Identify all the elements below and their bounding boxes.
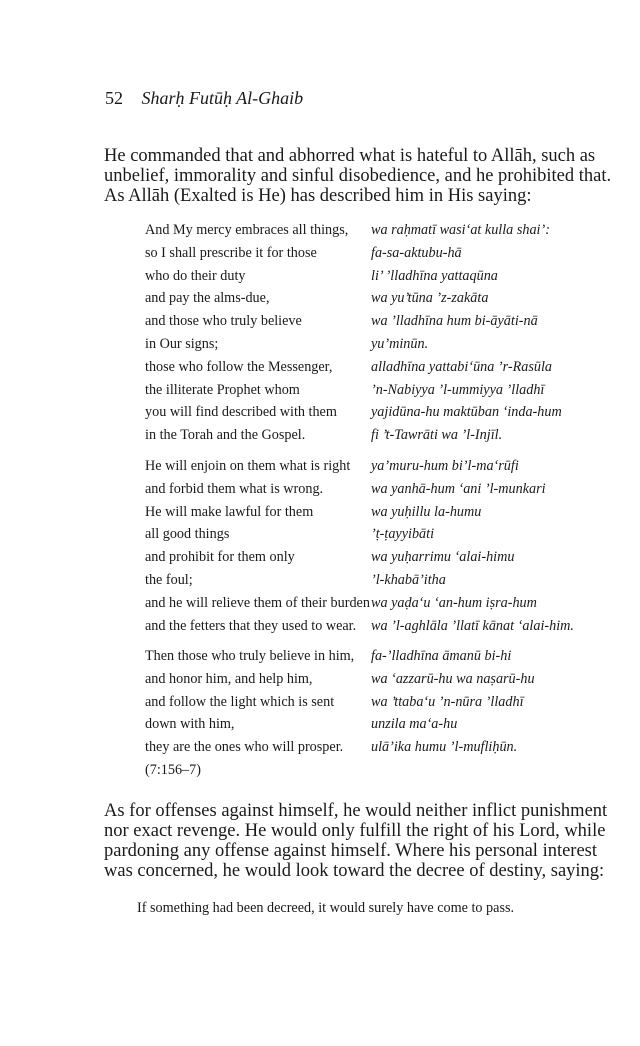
verse-english: they are the ones who will prosper. bbox=[145, 739, 344, 756]
verse-transliteration: unzila ma‘a-hu bbox=[371, 716, 458, 733]
verse-line bbox=[145, 336, 615, 359]
verse-english: And My mercy embraces all things, bbox=[145, 222, 349, 238]
verse-line bbox=[145, 458, 615, 481]
verse-english: all good things bbox=[145, 526, 230, 543]
verse-english: He will enjoin on them what is right bbox=[145, 458, 351, 474]
verse-line bbox=[145, 618, 615, 641]
verse-english: Then those who truly believe in him, bbox=[145, 648, 355, 664]
verse-english: and pay the alms-due, bbox=[145, 290, 270, 307]
verse-transliteration: wa ’l-aghlāla ’llatī kānat ‘alai-him. bbox=[371, 617, 574, 634]
verse-line bbox=[145, 716, 615, 739]
verse-line bbox=[145, 268, 615, 291]
verse-line bbox=[145, 313, 615, 336]
verse-transliteration: li’ ’lladhīna yattaqūna bbox=[371, 267, 498, 284]
verse-english: and honor him, and help him, bbox=[145, 670, 313, 687]
verse-transliteration: wa ’lladhīna hum bi-āyāti-nā bbox=[371, 313, 538, 330]
paragraph-line: nor exact revenge. He would only fulfill the right of his Lord, while bbox=[104, 821, 606, 841]
verse-english: so I shall prescribe it for those bbox=[145, 244, 317, 261]
verse-transliteration: wa raḥmatī wasi‘at kulla shai’: bbox=[371, 222, 550, 238]
verse-english: and forbid them what is wrong. bbox=[145, 480, 324, 497]
verse-english: down with him, bbox=[145, 716, 235, 733]
verse-english: who do their duty bbox=[145, 267, 246, 284]
verse-line bbox=[145, 222, 615, 245]
page-number: 52 bbox=[105, 88, 123, 108]
verse-stanza-2 bbox=[145, 458, 615, 640]
verse-english: and the fetters that they used to wear. bbox=[145, 617, 357, 634]
verse-transliteration: wa ’ttaba‘u ’n-nūra ’lladhī bbox=[371, 693, 524, 710]
book-title: Sharḥ Futūḥ Al-Ghaib bbox=[141, 88, 304, 108]
paragraph-line: He commanded that and abhorred what is hateful to Allāh, such as bbox=[104, 146, 596, 166]
verse-transliteration: wa yu’tūna ’z-zakāta bbox=[371, 290, 489, 307]
paragraph-line: As Allāh (Exalted is He) has described him in His saying: bbox=[104, 186, 532, 206]
paragraph-line: pardoning any offense against himself. Where his personal interest bbox=[104, 841, 598, 861]
verse-transliteration: wa yaḍa‘u ‘an-hum iṣra-hum bbox=[371, 594, 537, 611]
verse-line bbox=[145, 290, 615, 313]
verse-english: and he will relieve them of their burden bbox=[145, 594, 370, 611]
verse-line bbox=[145, 382, 615, 405]
verse-transliteration: wa yuḥillu la-humu bbox=[371, 503, 482, 520]
verse-english: the foul; bbox=[145, 571, 193, 588]
paragraph-intro bbox=[104, 146, 619, 206]
verse-transliteration: ’l-khabā’itha bbox=[371, 571, 446, 588]
verse-line bbox=[145, 526, 615, 549]
verse-transliteration: fa-sa-aktubu-hā bbox=[371, 244, 462, 261]
verse-line bbox=[145, 595, 615, 618]
verse-transliteration: fi ’t-Tawrāti wa ’l-Injīl. bbox=[371, 427, 503, 444]
verse-english: and prohibit for them only bbox=[145, 549, 295, 566]
verse-transliteration: yajidūna-hu maktūban ‘inda-hum bbox=[371, 404, 562, 421]
paragraph-offenses bbox=[104, 801, 619, 881]
verse-line bbox=[145, 404, 615, 427]
verse-line bbox=[145, 504, 615, 527]
verse-citation: (7:156–7) bbox=[145, 762, 201, 778]
verse-transliteration: ’ṭ-ṭayyibāti bbox=[371, 526, 435, 543]
verse-transliteration: ulā’ika humu ’l-mufliḥūn. bbox=[371, 739, 518, 756]
verse-line bbox=[145, 648, 615, 671]
verse-line bbox=[145, 671, 615, 694]
verse-transliteration: ’n-Nabiyya ’l-ummiyya ’lladhī bbox=[371, 381, 545, 398]
verse-english: in the Torah and the Gospel. bbox=[145, 427, 306, 444]
running-header bbox=[105, 88, 303, 109]
verse-transliteration: yu’minūn. bbox=[371, 335, 429, 352]
verse-english: the illiterate Prophet whom bbox=[145, 381, 300, 398]
verse-line bbox=[145, 549, 615, 572]
verse-english: you will find described with them bbox=[145, 404, 337, 421]
verse-transliteration: alladhīna yattabi‘ūna ’r-Rasūla bbox=[371, 358, 552, 375]
verse-english: and follow the light which is sent bbox=[145, 693, 335, 710]
verse-line bbox=[145, 739, 615, 762]
verse-stanza-3 bbox=[145, 648, 615, 762]
verse-transliteration: fa-’lladhīna āmanū bi-hi bbox=[371, 648, 512, 664]
verse-english: and those who truly believe bbox=[145, 313, 302, 330]
paragraph-line: As for offenses against himself, he would neither inflict punishment bbox=[104, 801, 608, 821]
verse-transliteration: wa yanhā-hum ‘ani ’l-munkari bbox=[371, 480, 546, 497]
block-quote: If something had been decreed, it would surely have come to pass. bbox=[137, 900, 515, 916]
verse-line bbox=[145, 694, 615, 717]
paragraph-line: was concerned, he would look toward the decree of destiny, saying: bbox=[104, 861, 605, 881]
verse-english: those who follow the Messenger, bbox=[145, 358, 333, 375]
verse-english: in Our signs; bbox=[145, 335, 219, 352]
verse-transliteration: wa ‘azzarū-hu wa naṣarū-hu bbox=[371, 670, 535, 687]
verse-line bbox=[145, 481, 615, 504]
verse-line bbox=[145, 359, 615, 382]
verse-transliteration: ya’muru-hum bi’l-ma‘rūfi bbox=[371, 458, 519, 474]
verse-stanza-1 bbox=[145, 222, 615, 450]
verse-line bbox=[145, 572, 615, 595]
verse-english: He will make lawful for them bbox=[145, 503, 314, 520]
paragraph-line: unbelief, immorality and sinful disobedience, and he prohibited that. bbox=[104, 166, 612, 186]
verse-line bbox=[145, 427, 615, 450]
verse-line bbox=[145, 245, 615, 268]
verse-transliteration: wa yuḥarrimu ‘alai-himu bbox=[371, 549, 515, 566]
